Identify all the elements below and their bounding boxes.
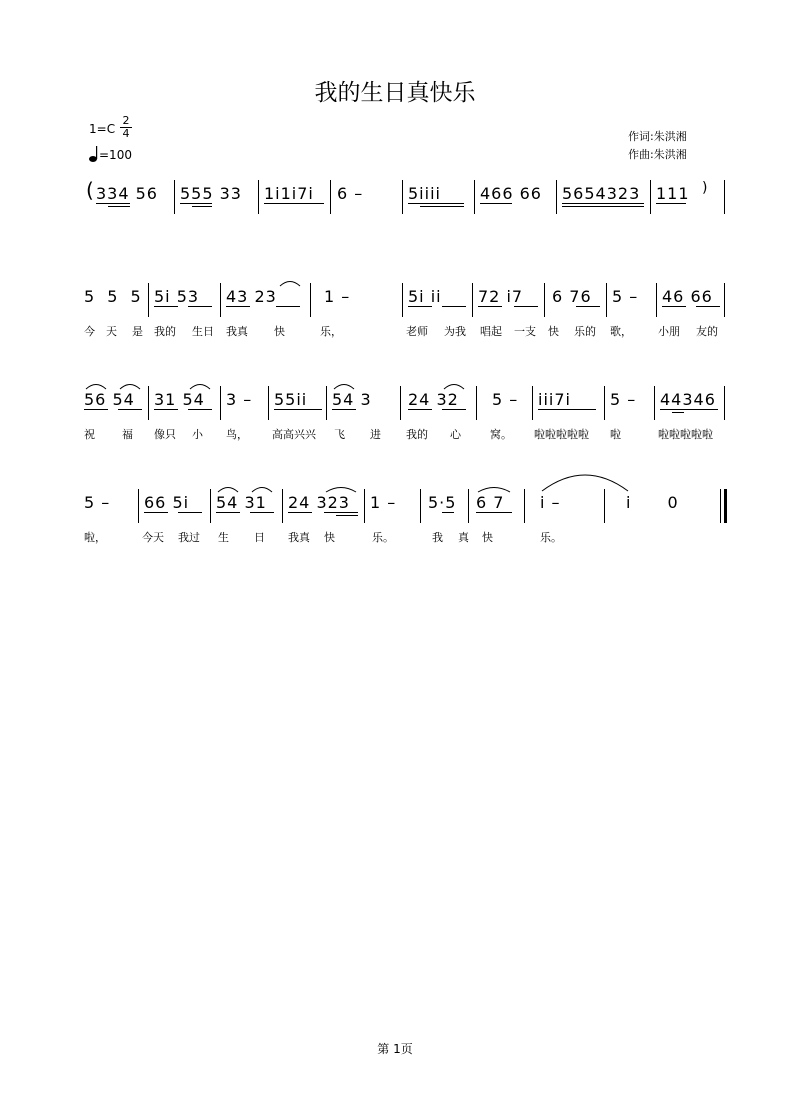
barline [400,386,401,420]
underline [562,203,644,204]
measure: 5 – [492,390,519,409]
close-paren: ) [702,180,708,196]
lyric: 老师 [406,325,428,338]
measure: 72 i7 [478,287,524,306]
lyric: 快 [274,325,285,338]
tie [188,382,212,390]
barline [544,283,545,317]
underline [216,512,240,513]
lyric: 生日 [192,325,214,338]
lyric: 祝 [84,428,95,441]
barline [724,180,725,214]
tie [250,485,274,493]
measure: 55ii [274,390,308,409]
underline [154,306,178,307]
measure: 3 – [226,390,253,409]
tie [278,279,302,287]
lyric: 像只 [154,428,176,441]
barline [532,386,533,420]
measure: 5i ii [408,287,442,306]
barline [148,386,149,420]
measure: 46 66 [662,287,713,306]
lyric: 进 [370,428,381,441]
barline [654,386,655,420]
underline [336,515,358,516]
measure: 5 – [612,287,639,306]
lyric: 我的 [406,428,428,441]
lyric: 唱起 [480,325,502,338]
underline [662,306,686,307]
lyric: 真 [458,531,469,544]
measure: 54 31 [216,493,267,512]
lyric: 乐。 [372,531,394,544]
barline [220,283,221,317]
underline [576,306,600,307]
underline [96,203,130,204]
tie [118,382,142,390]
underline [144,512,168,513]
underline [274,409,322,410]
lyric: 快 [548,325,559,338]
music-line-1 [84,178,730,214]
underline [192,206,212,207]
underline [408,203,464,204]
underline [180,203,212,204]
tie [442,382,466,390]
lyric: 飞 [334,428,345,441]
underline [226,306,250,307]
measure: i 0 [626,493,694,512]
measure: 44346 [660,390,716,409]
barline [472,283,473,317]
lyric: 今天 [142,531,164,544]
lyric: 心 [450,428,461,441]
barline [420,489,421,523]
measure: 6 – [337,184,364,203]
lyric: 一支 [514,325,536,338]
measure: 43 23 [226,287,277,306]
measure: 66 5i [144,493,190,512]
composer: 作曲:朱洪湘 [628,148,687,161]
lyric: 快 [482,531,493,544]
barline [650,180,651,214]
key-signature: 1=C [89,122,116,136]
measure: 5 – [610,390,637,409]
lyric: 福 [122,428,133,441]
barline [282,489,283,523]
lyric: 高高兴兴 [272,428,316,441]
lyric: 为我 [444,325,466,338]
barline [474,180,475,214]
barline [604,386,605,420]
lyrics-line-2 [84,323,730,339]
underline [324,512,358,513]
measure: 5i 53 [154,287,200,306]
measure: iii7i [538,390,571,409]
underline [420,206,464,207]
underline [332,409,356,410]
barline [220,386,221,420]
underline [188,409,212,410]
underline [118,409,142,410]
barline [468,489,469,523]
music-line-2 [84,287,730,317]
barline [656,283,657,317]
music-line-3 [84,390,730,420]
underline [514,306,538,307]
lyrics-line-3 [84,426,730,442]
final-barline [724,489,727,523]
lyric: 乐的 [574,325,596,338]
barline [402,283,403,317]
underline [538,409,596,410]
time-signature [120,115,132,140]
underline [478,306,502,307]
tie [84,382,108,390]
lyric: 啦啦啦啦啦 [534,428,589,441]
barline [174,180,175,214]
measure: 5 – [84,493,111,512]
barline [606,283,607,317]
measure: 6 76 [552,287,592,306]
barline [720,489,721,523]
lyric: 啦 [610,428,621,441]
barline [258,180,259,214]
lyric: 是 [132,325,143,338]
tempo-marking [89,146,132,162]
underline [108,206,130,207]
barline [724,283,725,317]
underline [562,206,644,207]
underline [656,203,686,204]
underline [660,409,718,410]
underline [188,306,212,307]
barline [138,489,139,523]
lyric: 我的 [154,325,176,338]
barline [330,180,331,214]
lyric: 乐。 [540,531,562,544]
song-title: 我的生日真快乐 [314,80,476,106]
quarter-note-icon [89,146,99,162]
lyric: 我真 [226,325,248,338]
lyric: 快 [324,531,335,544]
underline [250,512,274,513]
underline [178,512,202,513]
underline [288,512,312,513]
measure: 555 33 [180,184,242,203]
lyric: 歌， [610,325,632,338]
underline [480,203,512,204]
page-number: 第 1页 [377,1042,413,1056]
measure: 24 323 [288,493,350,512]
measure: 31 54 [154,390,205,409]
lyric: 乐， [320,325,342,338]
underline [154,409,178,410]
tie [216,485,240,493]
lyric: 我过 [178,531,200,544]
tie [540,471,630,493]
measure: 1 – [324,287,351,306]
underline [442,409,466,410]
underline [84,409,108,410]
barline [326,386,327,420]
lyric: 天 [106,325,117,338]
barline [310,283,311,317]
measure: i – [540,493,561,512]
lyric: 生 [218,531,229,544]
measure: 111 [656,184,690,203]
measure: 466 66 [480,184,542,203]
barline [556,180,557,214]
lyric: 小朋 [658,325,680,338]
lyric: 友的 [696,325,718,338]
underline [442,306,466,307]
lyric: 鸟， [226,428,248,441]
tie [332,382,356,390]
lyric: 日 [254,531,265,544]
barline [210,489,211,523]
measure: 5654323 [562,184,641,203]
lyric: 我真 [288,531,310,544]
tie [476,485,512,493]
lyrics-line-4 [84,529,730,545]
measure: 5·5 [428,493,457,512]
measure: 56 54 [84,390,135,409]
tempo-value: =100 [99,148,132,162]
measure: 1 – [370,493,397,512]
barline [604,489,605,523]
lyricist: 作词:朱洪湘 [628,130,687,143]
lyric: 小 [192,428,203,441]
underline [696,306,720,307]
underline [672,412,684,413]
lyric: 今 [84,325,95,338]
underline [442,512,454,513]
barline [268,386,269,420]
open-paren: ( [86,178,94,202]
measure: 334 56 [96,184,158,203]
music-line-4 [84,493,730,523]
barline [402,180,403,214]
underline [408,409,432,410]
lyric: 窝。 [490,428,512,441]
measure: 6 7 [476,493,505,512]
barline [524,489,525,523]
measure: 5iiii [408,184,441,203]
barline [148,283,149,317]
barline [364,489,365,523]
measure: 5 5 5 [84,287,145,306]
measure: 1i1i7i [264,184,314,203]
measure: 24 32 [408,390,459,409]
underline [476,512,512,513]
lyric: 啦啦啦啦啦 [658,428,713,441]
underline [408,306,432,307]
underline [264,203,324,204]
time-signature-top: 2 [122,114,130,127]
tie [324,485,358,493]
underline [276,306,300,307]
time-signature-bottom: 4 [120,127,132,140]
lyric: 我 [432,531,443,544]
measure: 54 3 [332,390,372,409]
barline [476,386,477,420]
lyric: 啦， [84,531,106,544]
barline [724,386,725,420]
